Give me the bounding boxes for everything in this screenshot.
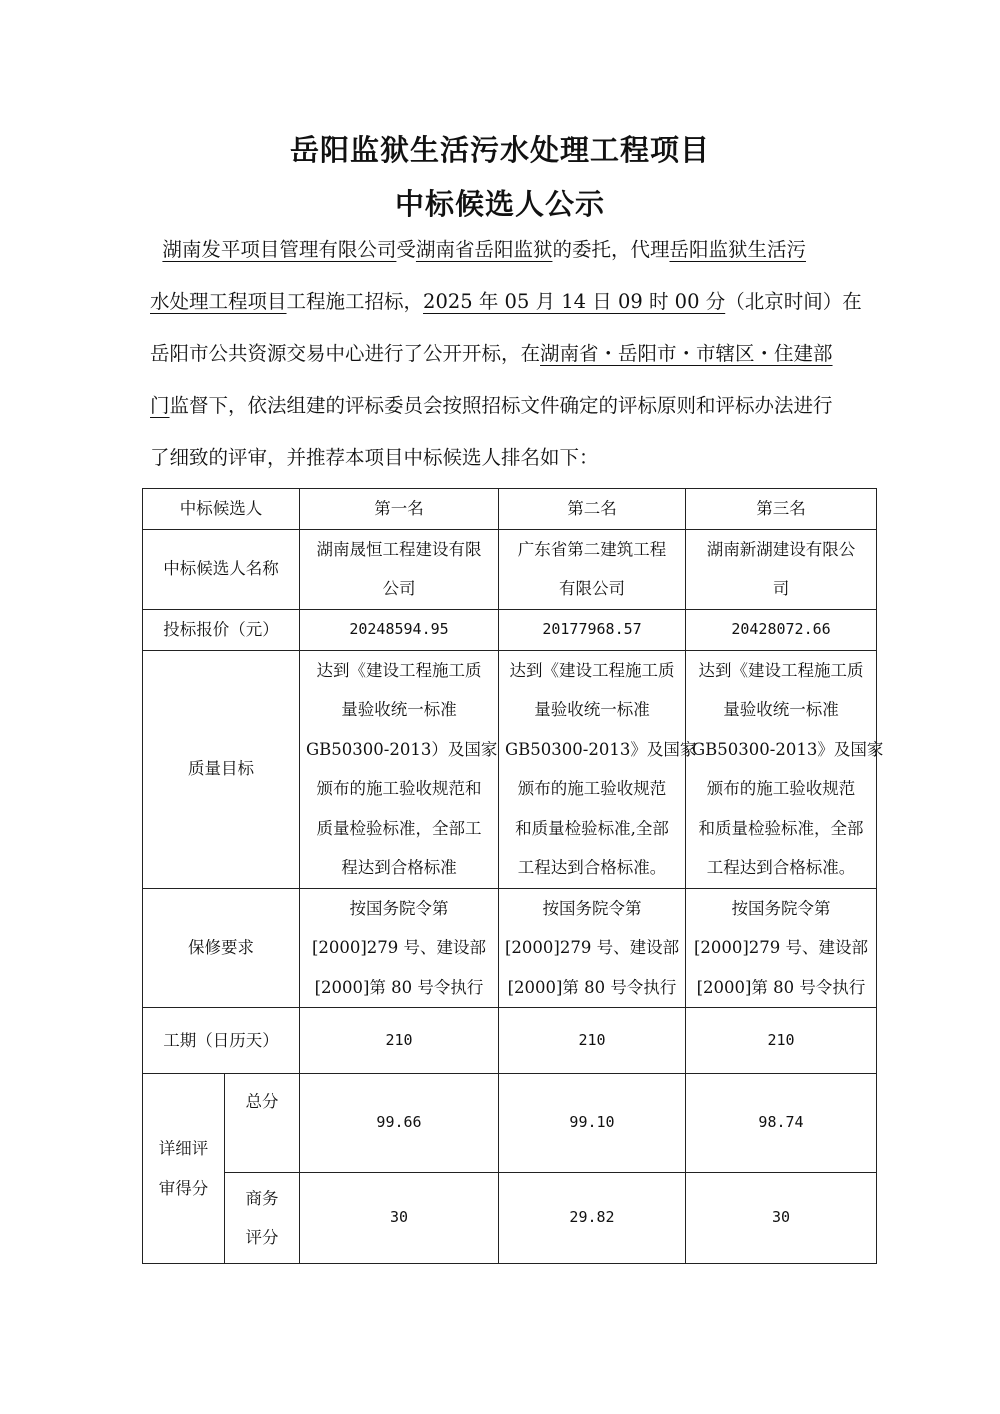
row-label-score (143, 1074, 225, 1264)
project-name-part1: 岳阳监狱生活污 (669, 238, 806, 261)
cell-line: 湖南晟恒工程建设有限 (316, 539, 482, 559)
cell-line: [2000]第 80 号令执行 (696, 977, 866, 997)
period-3: 210 (686, 1008, 877, 1074)
document-title: 岳阳监狱生活污水处理工程项目 (289, 133, 710, 167)
table-header-row (143, 489, 877, 530)
cell-line: 量验收统一标准 (341, 700, 457, 719)
bid-price-2: 20177968.57 (499, 609, 686, 650)
business-score-1: 30 (300, 1173, 499, 1264)
cell-line: 按国务院令第 (542, 898, 642, 918)
cell-line: GB50300-2013》及国家 (692, 739, 884, 759)
cell-line: 颁布的施工验收规范 (517, 779, 667, 798)
candidate-name-3 (686, 529, 877, 609)
paragraph-line-4 (150, 380, 860, 432)
cell-line: 达到《建设工程施工质 (698, 660, 864, 680)
agency-name: 湖南发平项目管理有限公司 (162, 238, 397, 261)
paragraph-line-1 (150, 224, 860, 276)
cell-line: [2000]第 80 号令执行 (314, 977, 484, 997)
warranty-1 (300, 888, 499, 1008)
cell-line: 质量检验标准，全部工 (316, 818, 482, 838)
cell-line: 颁布的施工验收规范 (706, 779, 856, 798)
cell-line: 达到《建设工程施工质 (509, 660, 675, 680)
cell-line: 有限公司 (559, 579, 625, 598)
business-score-3: 30 (686, 1173, 877, 1264)
paragraph-line-2 (150, 276, 860, 328)
table-row-period (143, 1008, 877, 1074)
cell-line: GB50300-2013》及国家 (505, 739, 697, 759)
quality-target-2 (499, 650, 697, 888)
cell-line: [2000]279 号、建设部 (505, 938, 680, 957)
paragraph-text: 岳阳市公共资源交易中心进行了公开开标，在 (150, 342, 541, 365)
cell-line: 评分 (245, 1228, 279, 1247)
header-label-cell: 中标候选人 (143, 489, 300, 530)
project-name-part2: 水处理工程项目 (150, 290, 287, 313)
table-row-business-score (143, 1173, 877, 1264)
opening-datetime: 2025 年 05 月 14 日 09 时 00 分 (423, 290, 726, 313)
row-label-warranty: 保修要求 (143, 888, 300, 1008)
cell-line: 商务 (245, 1188, 279, 1208)
row-label-period: 工期（日历天） (143, 1008, 300, 1074)
warranty-2 (499, 888, 686, 1008)
cell-line: 公司 (382, 579, 416, 598)
supervisor-part1: 湖南省・岳阳市・市辖区・住建部 (540, 342, 833, 365)
period-2: 210 (499, 1008, 686, 1074)
table-row-quality (143, 650, 877, 888)
cell-line: 程达到合格标准 (341, 858, 457, 877)
bid-price-3: 20428072.66 (686, 609, 877, 650)
cell-line: 广东省第二建筑工程 (517, 539, 667, 559)
cell-line: 量验收统一标准 (723, 700, 839, 719)
cell-line: GB50300-2013）及国家 (306, 739, 498, 759)
cell-line: [2000]279 号、建设部 (693, 938, 869, 957)
total-score-label: 总分 (225, 1074, 300, 1173)
cell-line: 达到《建设工程施工质 (316, 660, 482, 680)
cell-line: [2000]279 号、建设部 (311, 938, 487, 957)
cell-line: 和质量检验标准，全部 (698, 818, 864, 838)
paragraph-text: 受 (396, 238, 416, 261)
cell-line: 详细评 (158, 1139, 209, 1158)
total-score-2: 99.10 (499, 1074, 686, 1173)
document-subtitle: 中标候选人公示 (394, 187, 605, 221)
cell-line: 工程达到合格标准。 (706, 858, 856, 877)
period-1: 210 (300, 1008, 499, 1074)
table-row-total-score (143, 1074, 877, 1173)
cell-line: 按国务院令第 (731, 898, 831, 918)
candidates-table (142, 488, 884, 1264)
supervisor-part2: 门 (150, 394, 170, 417)
header-rank-3: 第三名 (686, 489, 877, 530)
cell-line: 颁布的施工验收规范和 (316, 779, 482, 798)
business-score-2: 29.82 (499, 1173, 686, 1264)
total-score-1: 99.66 (300, 1074, 499, 1173)
paragraph-text: （北京时间）在 (725, 290, 862, 313)
candidate-name-2 (499, 529, 686, 609)
client-name: 湖南省岳阳监狱 (415, 238, 553, 261)
candidate-name-1 (300, 529, 499, 609)
table-row-price (143, 609, 877, 650)
paragraph-text: 监督下，依法组建的评标委员会按照招标文件确定的评标原则和评标办法进行 (169, 394, 833, 417)
cell-line: 工程达到合格标准。 (517, 858, 667, 877)
table-row-name (143, 529, 877, 609)
paragraph-text: 工程施工招标， (286, 290, 424, 313)
quality-target-1 (300, 650, 499, 888)
cell-line: 审得分 (158, 1178, 209, 1198)
quality-target-3 (686, 650, 884, 888)
cell-line: 湖南新湖建设有限公 (706, 539, 856, 559)
paragraph-text: 的委托，代理 (552, 238, 670, 261)
cell-line: [2000]第 80 号令执行 (507, 977, 677, 997)
table-row-warranty (143, 888, 877, 1008)
row-label-quality: 质量目标 (143, 650, 300, 888)
cell-line: 司 (772, 579, 790, 598)
warranty-3 (686, 888, 877, 1008)
cell-line: 量验收统一标准 (534, 700, 650, 719)
paragraph-text: 了细致的评审，并推荐本项目中标候选人排名如下： (150, 446, 599, 469)
header-rank-2: 第二名 (499, 489, 686, 530)
cell-line: 按国务院令第 (349, 898, 449, 918)
total-score-3: 98.74 (686, 1074, 877, 1173)
paragraph-line-5 (150, 432, 860, 484)
bid-price-1: 20248594.95 (300, 609, 499, 650)
row-label-price: 投标报价（元） (143, 609, 300, 650)
row-label-name: 中标候选人名称 (143, 529, 300, 609)
intro-paragraph (150, 224, 860, 484)
business-score-label (225, 1173, 300, 1264)
cell-line: 和质量检验标准,全部 (515, 818, 669, 838)
paragraph-line-3 (150, 328, 860, 380)
header-rank-1: 第一名 (300, 489, 499, 530)
